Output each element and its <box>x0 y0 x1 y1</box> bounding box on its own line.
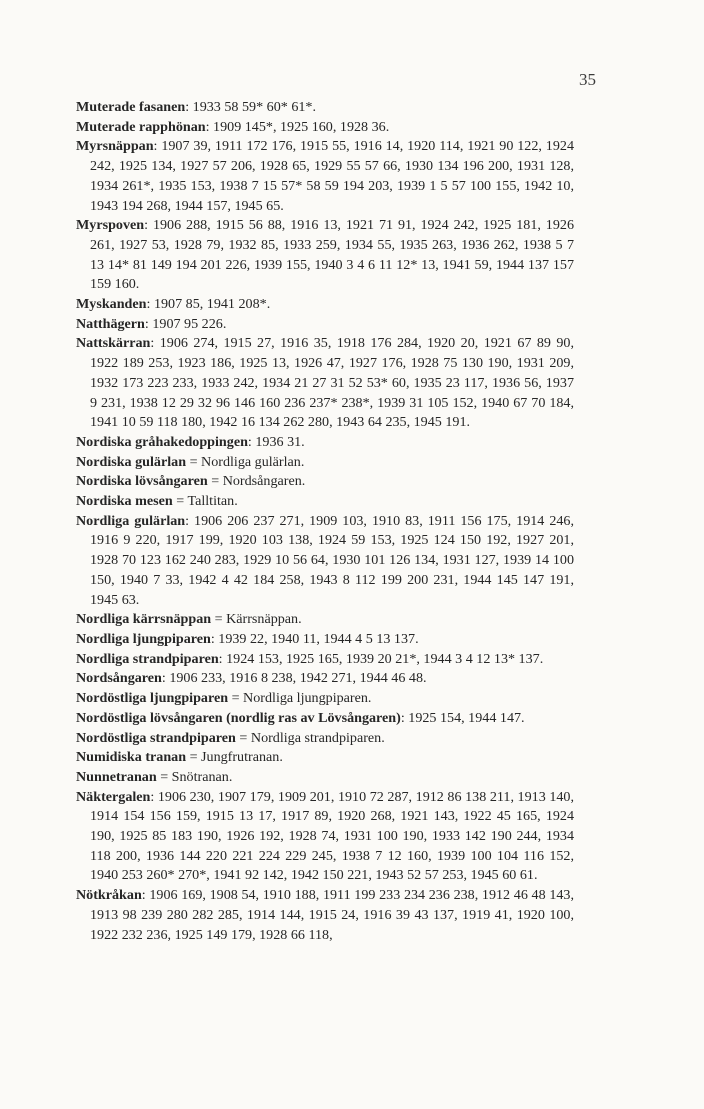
entry-head: Natthägern <box>76 315 145 332</box>
entry-text: : 1907 39, 1911 172 176, 1915 55, 1916 14, 1920 114, 1921 90 122, 1924 242, 1925 134, 1927 57 206, 1928 65, 1929 55 57 66, 1930 134 196 200, 1931 128, 1934 261*, 1935 153, 1938 7 15 57* 58 59 194 203, 1939 1 5 57 100 155, 1942 10, 1943 194 268, 1944 157, 1945 65. <box>90 138 574 214</box>
index-entries <box>76 98 574 945</box>
index-entry <box>76 610 574 630</box>
entry-head: Nordliga kärrsnäppan <box>76 611 212 628</box>
entry-head: Nunnetranan <box>76 768 157 785</box>
index-entry <box>76 118 574 138</box>
entry-text: : 1933 58 59* 60* 61*. <box>185 99 316 115</box>
entry-text: : 1907 85, 1941 208*. <box>146 296 271 313</box>
entry-text: : 1906 206 237 271, 1909 103, 1910 83, 1911 156 175, 1914 246, 1916 9 220, 1917 199, 1920 103 138, 1924 59 153, 1925 124 150 192, 1927 201, 1928 70 123 162 240 283, 1929 10 56 64, 1930 101 126 134, 1931 127, 1939 14 100 150, 1940 7 33, 1942 4 42 184 258, 1943 8 112 199 200 231, 1944 145 147 191, 1945 63. <box>90 512 574 608</box>
entry-text: : 1924 153, 1925 165, 1939 20 21*, 1944 3 4 12 13* 137. <box>218 650 544 667</box>
entry-head: Nordliga gulärlan <box>76 512 186 529</box>
index-entry <box>76 512 574 611</box>
index-entry <box>76 492 574 512</box>
entry-text: = Snötranan. <box>156 768 233 785</box>
entry-head: Nordiska mesen <box>76 493 173 510</box>
entry-text: : 1909 145*, 1925 160, 1928 36. <box>205 118 390 135</box>
entry-text: : 1925 154, 1944 147. <box>400 709 525 726</box>
entry-text: : 1936 31. <box>247 433 305 450</box>
index-entry <box>76 748 574 768</box>
entry-head: Muterade fasanen <box>76 99 186 115</box>
index-entry <box>76 886 574 945</box>
index-entry <box>76 453 574 473</box>
entry-head: Nordiska gulärlan <box>76 453 187 470</box>
entry-head: Nordiska gråhakedoppingen <box>76 433 248 450</box>
index-entry <box>76 472 574 492</box>
index-entry <box>76 315 574 335</box>
entry-head: Nattskärran <box>76 335 151 352</box>
index-entry <box>76 334 574 433</box>
entry-head: Nordliga strandpiparen <box>76 650 219 667</box>
entry-text: : 1906 233, 1916 8 238, 1942 271, 1944 46 48. <box>161 670 427 687</box>
entry-head: Numidiska tranan <box>76 749 187 766</box>
entry-head: Nordliga ljungpiparen <box>76 630 211 647</box>
entry-head: Näktergalen <box>76 788 151 805</box>
entry-text: : 1906 230, 1907 179, 1909 201, 1910 72 287, 1912 86 138 211, 1913 140, 1914 154 156 159, 1915 13 17, 1917 89, 1920 268, 1921 143, 1922 45 165, 1924 190, 1925 85 183 190, 1926 192, 1928 74, 1931 100 190, 1933 142 190 244, 1934 118 200, 1936 144 220 221 224 229 245, 1938 7 12 160, 1939 100 104 116 152, 1940 253 260* 270*, 1941 92 142, 1942 150 221, 1943 52 57 253, 1945 60 61. <box>90 788 574 884</box>
entry-head: Nordöstliga ljungpiparen <box>76 690 229 707</box>
entry-head: Nordiska lövsångaren <box>76 473 208 490</box>
page-number: 35 <box>579 70 596 89</box>
entry-text: : 1906 288, 1915 56 88, 1916 13, 1921 71 91, 1924 242, 1925 181, 1926 261, 1927 53, 1928 79, 1932 85, 1933 259, 1934 55, 1935 263, 1936 262, 1938 5 7 13 14* 81 149 194 201 226, 1939 155, 1940 3 4 6 11 12* 13, 1941 59, 1944 137 157 159 160. <box>90 217 574 293</box>
index-entry <box>76 689 574 709</box>
entry-text: : 1907 95 226. <box>144 315 227 332</box>
entry-head: Nordöstliga lövsångaren (nordlig ras av Lövsångaren) <box>76 709 401 726</box>
index-entry <box>76 768 574 788</box>
index-entry <box>76 98 574 118</box>
entry-text: = Nordliga ljungpiparen. <box>228 690 372 707</box>
index-entry <box>76 137 574 216</box>
entry-head: Nordsångaren <box>76 670 162 687</box>
entry-head: Muterade rapphönan <box>76 118 206 135</box>
index-entry <box>76 709 574 729</box>
entry-head: Myrspoven <box>76 217 145 234</box>
entry-head: Myskanden <box>76 296 147 313</box>
index-entry <box>76 630 574 650</box>
index-entry <box>76 669 574 689</box>
index-entry <box>76 788 574 887</box>
index-entry <box>76 729 574 749</box>
entry-head: Myrsnäppan <box>76 138 154 155</box>
entry-text: : 1906 169, 1908 54, 1910 188, 1911 199 233 234 236 238, 1912 46 48 143, 1913 98 239 280 282 285, 1914 144, 1915 24, 1916 39 43 137, 1919 41, 1920 100, 1922 232 236, 1925 149 179, 1928 66 118, <box>90 887 574 943</box>
entry-head: Nordöstliga strandpiparen <box>76 729 236 746</box>
entry-text: = Nordliga strandpiparen. <box>235 729 385 746</box>
index-entry <box>76 433 574 453</box>
entry-text: = Nordsångaren. <box>207 473 306 490</box>
index-entry <box>76 295 574 315</box>
entry-text: = Talltitan. <box>172 493 238 510</box>
entry-head: Nötkråkan <box>76 887 142 904</box>
entry-text: : 1906 274, 1915 27, 1916 35, 1918 176 284, 1920 20, 1921 67 89 90, 1922 189 253, 1923 186, 1925 13, 1926 47, 1927 176, 1928 75 130 190, 1931 209, 1932 173 223 233, 1933 242, 1934 21 27 31 52 53* 60, 1935 23 117, 1936 56, 1937 9 231, 1938 12 29 32 96 146 160 236 237* 238*, 1939 31 105 152, 1940 67 70 184, 1941 10 59 118 180, 1942 16 134 262 280, 1943 64 235, 1945 191. <box>90 335 574 431</box>
entry-text: = Jungfrutranan. <box>186 749 283 766</box>
entry-text: : 1939 22, 1940 11, 1944 4 5 13 137. <box>210 630 419 647</box>
entry-text: = Nordliga gulärlan. <box>186 453 305 470</box>
index-entry <box>76 650 574 670</box>
entry-text: = Kärrsnäppan. <box>211 611 302 628</box>
index-entry <box>76 216 574 295</box>
